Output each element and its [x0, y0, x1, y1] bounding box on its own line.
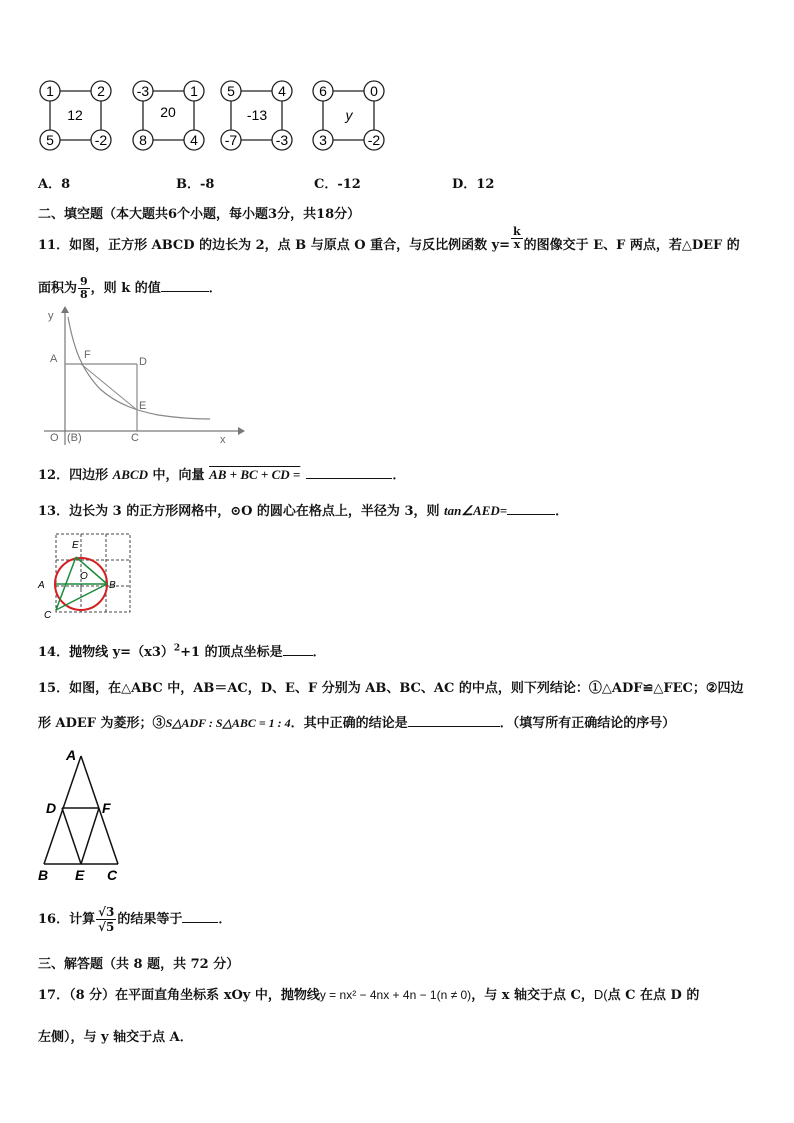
q13-figure: [36, 530, 136, 620]
puzzle-2-center: 20: [160, 104, 176, 120]
q15-label-A: A: [66, 747, 77, 763]
q17-text-c: 点 C 在点 D 的: [607, 988, 700, 1003]
question-12: [38, 464, 405, 483]
q11-label-x: x: [220, 434, 226, 446]
q11-label-y: y: [48, 310, 54, 322]
q12-vector-expression: AB + BC + CD =: [209, 467, 301, 482]
q15-text-b: ．其中正确的结论是: [290, 716, 408, 731]
segment-FE: [81, 364, 137, 410]
option-a: A．8: [38, 177, 71, 192]
q14-text-b: +1 的顶点坐标是: [180, 645, 283, 660]
q15-area-ratio: S△ADF : S△ABC = 1 : 4: [165, 716, 291, 730]
puzzle-1-top-right: 2: [97, 83, 105, 99]
q11-label-E: E: [139, 400, 147, 412]
q11-label-B: (B): [67, 432, 82, 444]
q15-label-B: B: [38, 867, 49, 883]
q14-text-a: 14．抛物线 y=（x3）: [38, 645, 174, 660]
question-11-line-2: [38, 276, 222, 301]
puzzle-1-bottom-left: 5: [46, 132, 54, 148]
puzzle-3-center: -13: [246, 107, 268, 123]
question-17-line-1: [38, 984, 699, 1003]
q15-label-E: E: [75, 867, 85, 883]
puzzle-1-bottom-right: -2: [94, 132, 108, 148]
q16-text-c: ．: [218, 912, 232, 927]
q13-label-C: C: [44, 610, 52, 620]
q13-answer-blank[interactable]: [507, 502, 555, 515]
square-puzzle-1: [40, 81, 111, 150]
q13-text-a: 13．边长为 3 的正方形网格中，⊙O 的圆心在格点上，半径为 3，则: [38, 504, 445, 519]
q11-fraction-9-over-8: $\frac{9}{8}$: [80, 275, 88, 301]
question-11-line-1: [38, 225, 740, 253]
q11-text-d: ，则 k 的值: [90, 281, 161, 296]
option-d: D．12: [452, 177, 495, 192]
segment-FE: [81, 808, 99, 864]
q12-text-c: ．: [392, 468, 406, 483]
q11-label-O: O: [50, 432, 59, 444]
question-13: [38, 500, 568, 519]
q16-text-b: 的结果等于: [117, 912, 183, 927]
question-14: [38, 641, 326, 660]
q15-label-F: F: [102, 800, 111, 816]
q12-quadrilateral: ABCD: [112, 467, 149, 482]
q16-fraction: $\frac{√3}{√5}$: [98, 905, 115, 934]
puzzle-3-bottom-left: -7: [224, 132, 238, 148]
q16-text-a: 16．计算: [38, 912, 96, 927]
q11-text-b: 的图像交于 E、F 两点，若△DEF 的: [523, 238, 740, 253]
square-puzzle-3: [221, 81, 292, 150]
q13-label-E: E: [72, 540, 79, 551]
q11-text-a: 11．如图，正方形 ABCD 的边长为 2，点 B 与原点 O 重合，与反比例函数 y=: [38, 238, 511, 253]
option-c: C．-12: [314, 177, 361, 192]
puzzle-4-bottom-left: 3: [319, 132, 327, 148]
q11-label-C: C: [131, 432, 139, 444]
q12-text-b: 中，向量: [148, 468, 210, 483]
q11-figure: [38, 305, 248, 448]
q15-label-C: C: [107, 867, 118, 883]
question-16: [38, 905, 231, 934]
square-puzzle-2: [133, 81, 204, 150]
question-15-line-2: [38, 712, 675, 731]
question-17-line-2: 左侧），与 y 轴交于点 A．: [38, 1030, 193, 1045]
puzzle-2-top-left: -3: [136, 83, 150, 99]
q13-label-A: A: [38, 580, 45, 591]
puzzle-4-bottom-right: -2: [367, 132, 381, 148]
q12-answer-blank[interactable]: [306, 466, 392, 479]
q14-answer-blank[interactable]: [283, 643, 313, 656]
square-puzzle-4: [313, 81, 384, 150]
square-puzzles-figure: [30, 72, 400, 154]
q15-answer-blank[interactable]: [408, 714, 500, 727]
puzzle-2-bottom-right: 4: [190, 132, 198, 148]
puzzle-2-top-right: 1: [190, 83, 198, 99]
q17-text-b: ，与 x 轴交于点 C，: [471, 988, 594, 1003]
q11-text-e: ．: [208, 281, 222, 296]
puzzle-2-bottom-left: 8: [139, 132, 147, 148]
q17-parabola-formula: y = nx² − 4nx + 4n − 1(n ≠ 0): [319, 988, 472, 1002]
q17-point-D: D(: [593, 987, 608, 1002]
q14-exponent: 2: [173, 643, 181, 654]
puzzle-1-top-left: 1: [46, 83, 54, 99]
q12-text-a: 12．四边形: [38, 468, 113, 483]
puzzle-4-center: y: [345, 107, 353, 123]
q13-grid: [56, 534, 130, 612]
puzzle-4-top-left: 6: [319, 83, 327, 99]
puzzle-3-top-right: 4: [278, 83, 286, 99]
q13-label-O: O: [80, 571, 88, 582]
q13-expression: tan∠AED=: [444, 503, 508, 518]
q15-label-D: D: [46, 800, 57, 816]
q16-answer-blank[interactable]: [182, 910, 218, 923]
q15-text-a: 形 ADEF 为菱形；③: [38, 716, 166, 731]
q13-label-B: B: [109, 580, 116, 591]
puzzle-4-top-right: 0: [370, 83, 378, 99]
q15-text-c: ．（填写所有正确结论的序号）: [499, 716, 676, 731]
q15-figure: [34, 744, 134, 884]
q11-label-F: F: [84, 349, 91, 361]
option-b: B．-8: [176, 177, 215, 192]
q11-label-A: A: [50, 353, 58, 365]
puzzle-3-bottom-right: -3: [275, 132, 289, 148]
puzzle-3-top-left: 5: [227, 83, 235, 99]
section-3-heading: 三、解答题（共 8 题，共 72 分）: [38, 957, 240, 972]
q11-fraction-k-over-x: $\frac{k}{x}$: [513, 225, 521, 251]
question-15-line-1: 15．如图，在△ABC 中，AB＝AC，D、E、F 分别为 AB、BC、AC 的中点，则下列结论：①△ADF≌△FEC；②四边: [38, 681, 744, 696]
q11-text-c: 面积为: [38, 281, 78, 296]
segment-DE: [62, 808, 81, 864]
q11-label-D: D: [139, 356, 147, 368]
q13-text-b: ．: [555, 504, 569, 519]
puzzle-1-center: 12: [67, 107, 83, 123]
q17-text-a: 17．（8 分）在平面直角坐标系 xOy 中，抛物线: [38, 988, 320, 1003]
q14-text-c: ．: [312, 645, 326, 660]
q11-answer-blank[interactable]: [161, 279, 209, 292]
section-2-heading: 二、填空题（本大题共6个小题，每小题3分，共18分）: [38, 207, 361, 222]
